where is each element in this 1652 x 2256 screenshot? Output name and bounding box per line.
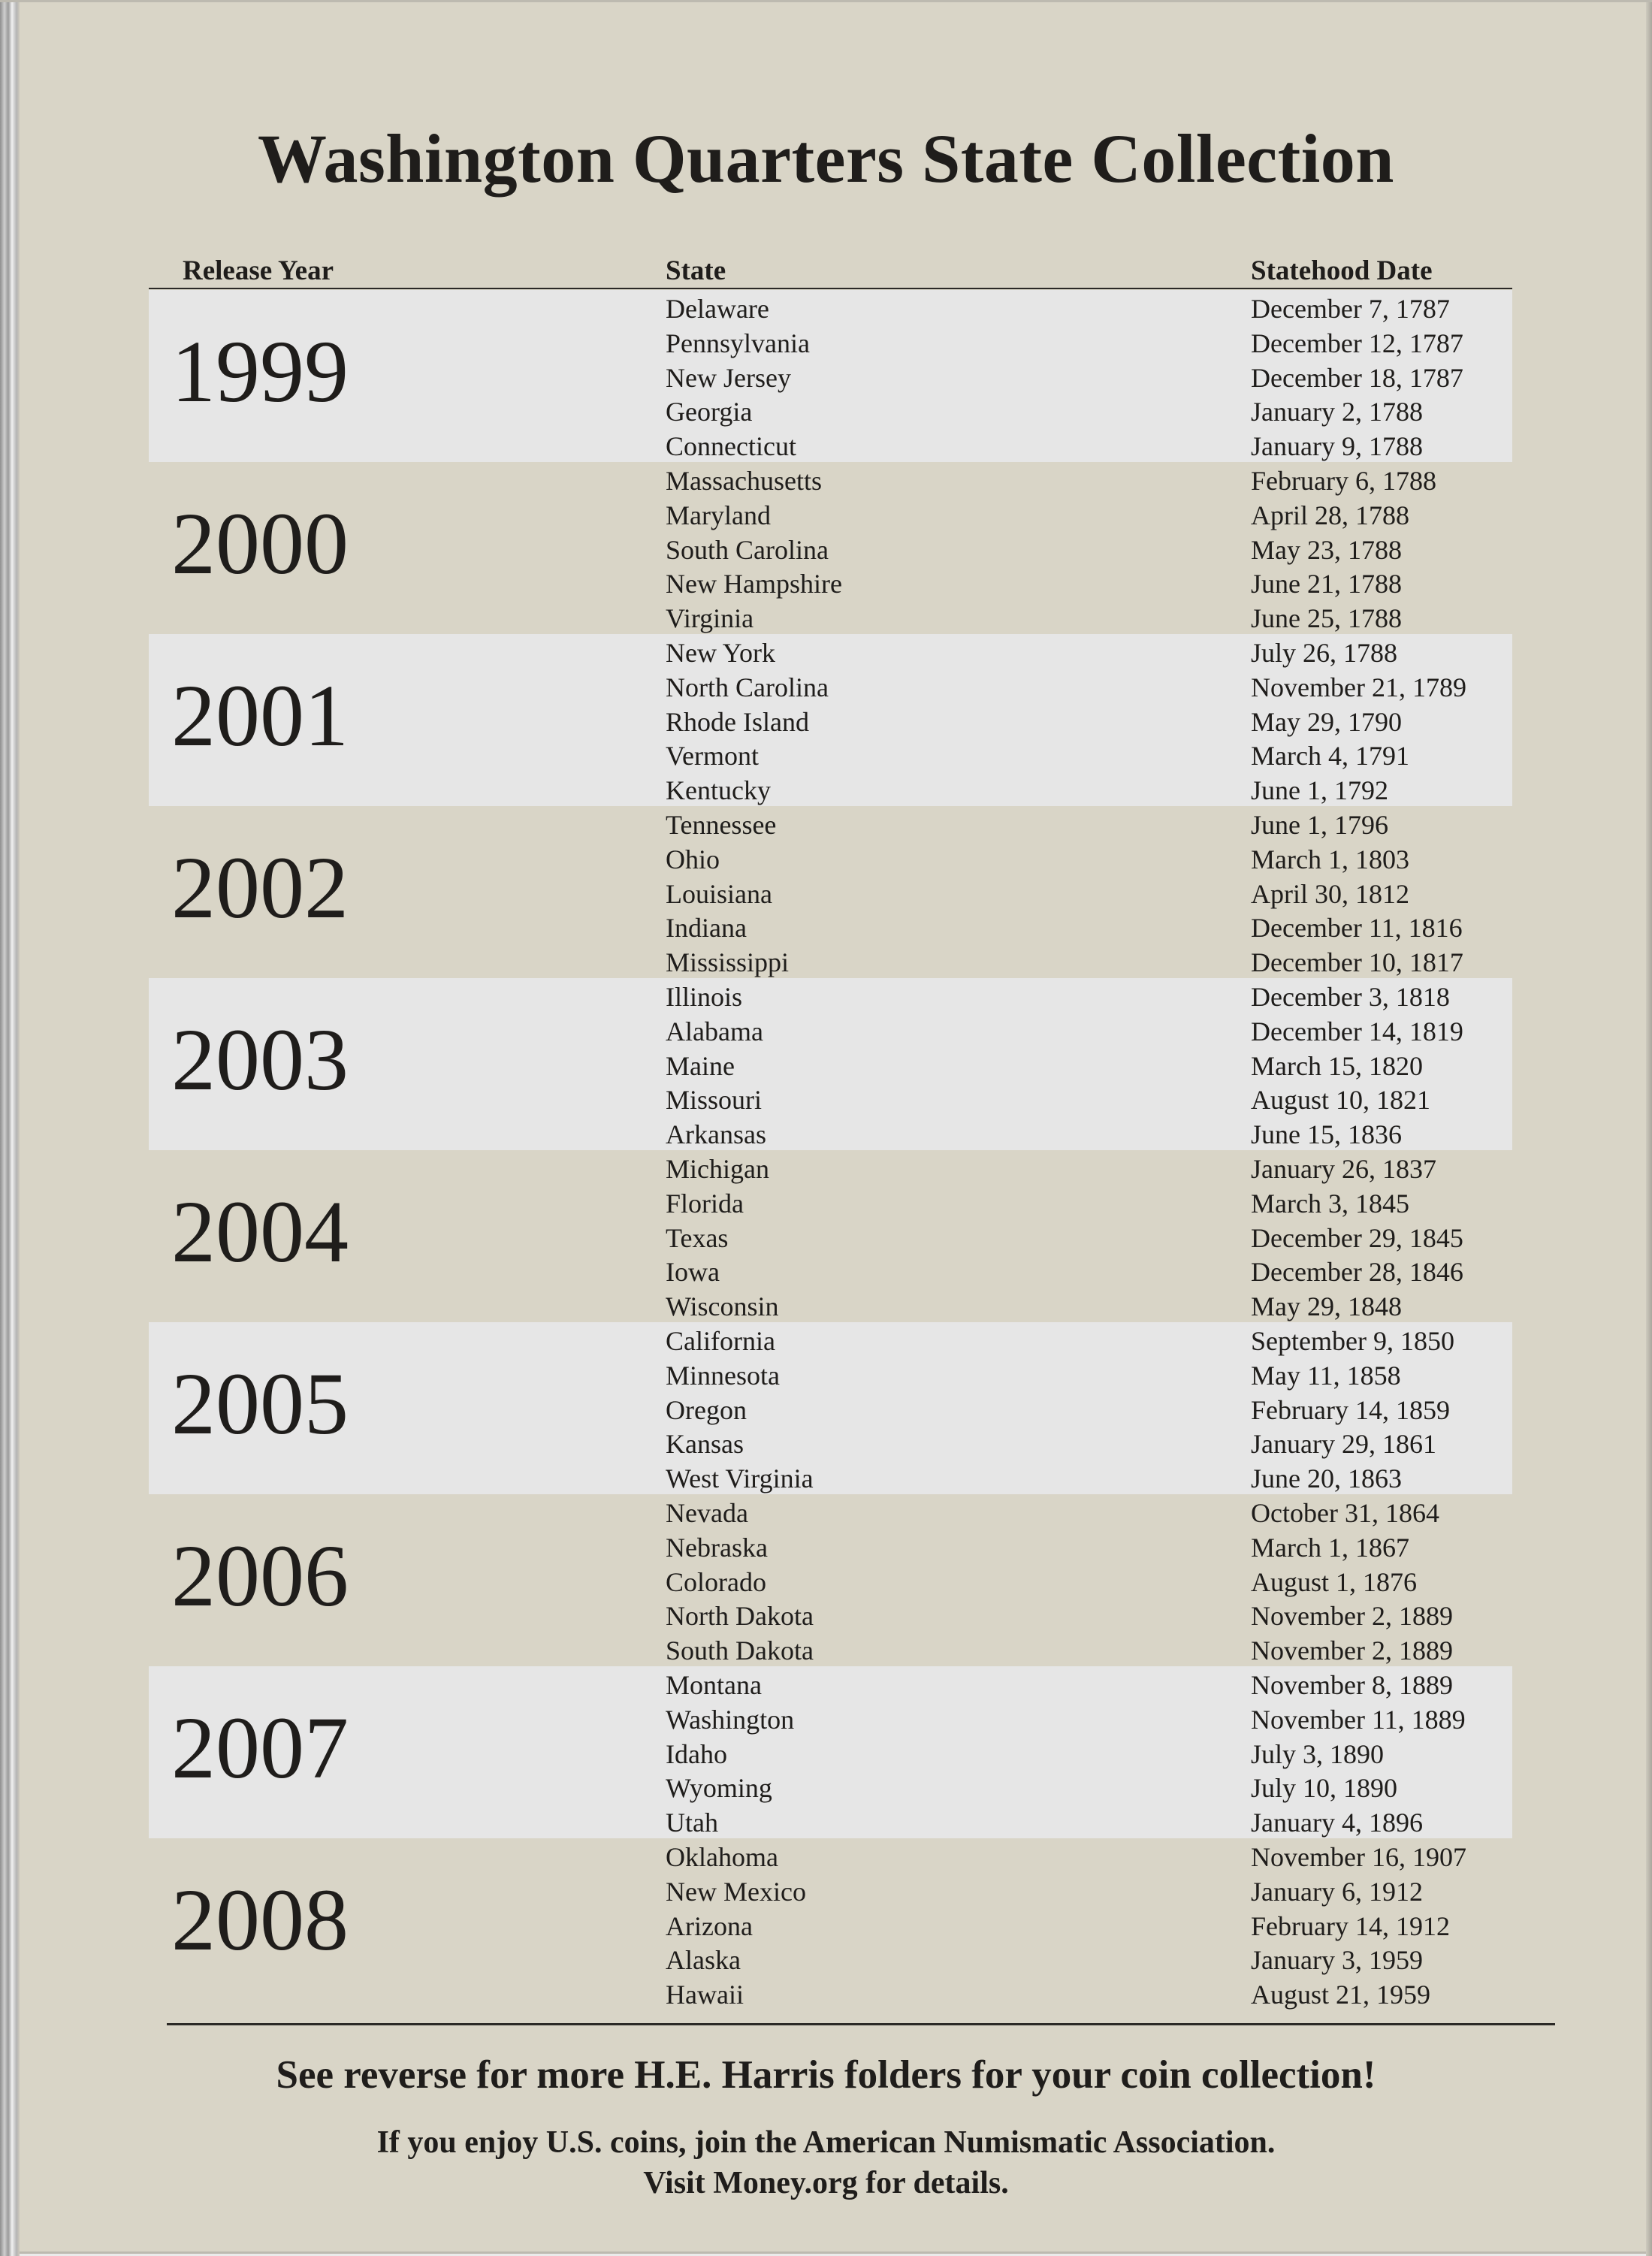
state-name: Arizona xyxy=(666,1910,753,1941)
state-name: Hawaii xyxy=(666,1980,744,2010)
state-name: Kentucky xyxy=(666,775,771,806)
statehood-date: June 1, 1792 xyxy=(1251,775,1388,806)
release-year: 2002 xyxy=(171,838,349,937)
release-year: 2008 xyxy=(171,1871,349,1969)
table-row xyxy=(149,1185,1512,1219)
release-year: 1999 xyxy=(171,322,349,421)
state-name: Oregon xyxy=(666,1394,747,1425)
state-name: Texas xyxy=(666,1222,729,1253)
state-name: South Carolina xyxy=(666,534,829,565)
table-row xyxy=(149,1666,1512,1701)
state-name: New Hampshire xyxy=(666,569,842,599)
state-name: Georgia xyxy=(666,397,753,427)
footer-promo: See reverse for more H.E. Harris folders for your coin collection! xyxy=(276,2053,1376,2097)
statehood-date: January 2, 1788 xyxy=(1251,397,1423,427)
table-row xyxy=(149,1494,1512,1529)
statehood-date: June 21, 1788 xyxy=(1251,569,1402,599)
table-row xyxy=(149,1632,1512,1666)
table-row xyxy=(149,1907,1512,1942)
state-name: Indiana xyxy=(666,913,747,944)
state-name: Wyoming xyxy=(666,1773,772,1804)
year-group xyxy=(149,462,1512,634)
year-group xyxy=(149,1666,1512,1838)
state-name: New Jersey xyxy=(666,362,791,393)
statehood-date: December 7, 1787 xyxy=(1251,294,1450,324)
state-name: Minnesota xyxy=(666,1360,780,1391)
state-name: South Dakota xyxy=(666,1635,814,1666)
statehood-date: October 31, 1864 xyxy=(1251,1498,1439,1528)
table-row xyxy=(149,427,1512,462)
table-row xyxy=(149,1047,1512,1082)
state-name: Kansas xyxy=(666,1429,744,1460)
table-row xyxy=(149,1529,1512,1563)
statehood-date: June 15, 1836 xyxy=(1251,1119,1402,1150)
table-row xyxy=(149,1391,1512,1426)
year-group xyxy=(149,1322,1512,1494)
statehood-date: June 1, 1796 xyxy=(1251,810,1388,840)
table-row xyxy=(149,1563,1512,1598)
statehood-date: March 1, 1803 xyxy=(1251,844,1409,874)
statehood-date: July 10, 1890 xyxy=(1251,1773,1398,1804)
statehood-date: May 29, 1790 xyxy=(1251,706,1402,737)
state-name: Michigan xyxy=(666,1154,769,1184)
statehood-date: December 12, 1787 xyxy=(1251,328,1463,358)
year-group xyxy=(149,1494,1512,1666)
statehood-date: August 1, 1876 xyxy=(1251,1566,1418,1597)
year-group xyxy=(149,634,1512,806)
page-title: Washington Quarters State Collection xyxy=(258,120,1394,197)
table-row xyxy=(149,1081,1512,1116)
table-row xyxy=(149,703,1512,738)
state-name: Connecticut xyxy=(666,431,796,462)
table-row xyxy=(149,1873,1512,1907)
state-name: New York xyxy=(666,638,776,668)
statehood-date: March 1, 1867 xyxy=(1251,1532,1409,1563)
table-row xyxy=(149,531,1512,566)
table-row xyxy=(149,669,1512,703)
table-row xyxy=(149,1941,1512,1976)
state-name: Virginia xyxy=(666,603,754,634)
statehood-date: May 29, 1848 xyxy=(1251,1291,1402,1322)
footer-visit-line: Visit Money.org for details. xyxy=(643,2166,1009,2200)
table-row xyxy=(149,1357,1512,1391)
state-name: North Carolina xyxy=(666,672,829,702)
state-name: New Mexico xyxy=(666,1876,806,1907)
table-row xyxy=(149,1769,1512,1804)
state-name: Missouri xyxy=(666,1085,763,1116)
statehood-date: July 3, 1890 xyxy=(1251,1738,1385,1769)
statehood-date: January 9, 1788 xyxy=(1251,431,1423,462)
state-name: Pennsylvania xyxy=(666,328,810,358)
table-row xyxy=(149,1735,1512,1770)
state-name: Rhode Island xyxy=(666,706,809,737)
release-year: 2007 xyxy=(171,1699,349,1797)
header-release-year: Release Year xyxy=(183,255,334,286)
binding-spine xyxy=(0,2,20,2256)
statehood-date: January 26, 1837 xyxy=(1251,1154,1436,1184)
statehood-date: April 30, 1812 xyxy=(1251,878,1409,909)
statehood-date: March 4, 1791 xyxy=(1251,741,1409,772)
statehood-date: June 20, 1863 xyxy=(1251,1463,1402,1494)
statehood-date: February 14, 1859 xyxy=(1251,1394,1450,1425)
state-name: Maryland xyxy=(666,500,771,530)
statehood-date: January 6, 1912 xyxy=(1251,1876,1423,1907)
year-group xyxy=(149,1150,1512,1322)
table-row xyxy=(149,1804,1512,1838)
table-row xyxy=(149,1116,1512,1150)
table-row xyxy=(149,393,1512,427)
statehood-date: September 9, 1850 xyxy=(1251,1326,1454,1356)
statehood-date: April 28, 1788 xyxy=(1251,500,1409,530)
state-name: Oklahoma xyxy=(666,1842,778,1872)
state-name: Utah xyxy=(666,1808,718,1838)
state-name: Idaho xyxy=(666,1738,727,1769)
table-row xyxy=(149,497,1512,531)
state-name: Colorado xyxy=(666,1566,766,1597)
state-name: California xyxy=(666,1326,775,1356)
statehood-date: November 2, 1889 xyxy=(1251,1601,1453,1632)
header-state: State xyxy=(666,255,726,286)
footer-ana-note xyxy=(0,2122,1652,2203)
state-name: West Virginia xyxy=(666,1463,814,1494)
state-name: Florida xyxy=(666,1188,744,1219)
footer-divider xyxy=(167,2023,1555,2025)
table-row xyxy=(149,875,1512,910)
table-row xyxy=(149,599,1512,634)
table-row xyxy=(149,1013,1512,1047)
state-name: Iowa xyxy=(666,1257,720,1288)
release-year: 2000 xyxy=(171,494,349,593)
state-name: Nevada xyxy=(666,1498,748,1528)
table-row xyxy=(149,290,1512,325)
header-divider xyxy=(149,288,1512,289)
statehood-date: December 14, 1819 xyxy=(1251,1016,1463,1046)
table-row xyxy=(149,1253,1512,1288)
statehood-date: November 21, 1789 xyxy=(1251,672,1466,702)
year-group xyxy=(149,806,1512,978)
state-name: Nebraska xyxy=(666,1532,768,1563)
statehood-date: May 23, 1788 xyxy=(1251,534,1402,565)
state-name: Mississippi xyxy=(666,947,790,978)
release-year: 2003 xyxy=(171,1010,349,1109)
table-row xyxy=(149,462,1512,497)
release-year: 2004 xyxy=(171,1182,349,1281)
statehood-date: January 29, 1861 xyxy=(1251,1429,1436,1460)
statehood-date: February 6, 1788 xyxy=(1251,466,1436,496)
state-name: Massachusetts xyxy=(666,466,822,496)
table-row xyxy=(149,737,1512,772)
state-name: Washington xyxy=(666,1704,795,1735)
statehood-date: February 14, 1912 xyxy=(1251,1910,1450,1941)
state-name: Arkansas xyxy=(666,1119,766,1150)
table-row xyxy=(149,1701,1512,1735)
table-row xyxy=(149,1288,1512,1322)
table-row xyxy=(149,978,1512,1013)
statehood-date: January 3, 1959 xyxy=(1251,1945,1423,1976)
table-row xyxy=(149,944,1512,978)
statehood-date: December 18, 1787 xyxy=(1251,362,1463,393)
statehood-date: March 15, 1820 xyxy=(1251,1050,1423,1081)
state-name: Vermont xyxy=(666,741,759,772)
statehood-date: March 3, 1845 xyxy=(1251,1188,1409,1219)
statehood-date: November 11, 1889 xyxy=(1251,1704,1466,1735)
table-row xyxy=(149,325,1512,359)
state-name: Tennessee xyxy=(666,810,777,840)
statehood-date: November 16, 1907 xyxy=(1251,1842,1466,1872)
statehood-date: December 11, 1816 xyxy=(1251,913,1463,944)
table-row xyxy=(149,772,1512,806)
statehood-date: November 2, 1889 xyxy=(1251,1635,1453,1666)
year-group xyxy=(149,1838,1512,2010)
statehood-date: July 26, 1788 xyxy=(1251,638,1398,668)
table-row xyxy=(149,359,1512,394)
footer-ana-line: If you enjoy U.S. coins, join the American Numismatic Association. xyxy=(376,2125,1276,2160)
state-name: Illinois xyxy=(666,982,743,1012)
year-group xyxy=(149,290,1512,462)
table-row xyxy=(149,1425,1512,1460)
release-year: 2005 xyxy=(171,1355,349,1453)
table-row xyxy=(149,841,1512,875)
table-row xyxy=(149,1976,1512,2010)
page-edge xyxy=(1646,2,1652,2256)
table-row xyxy=(149,1838,1512,1873)
table-row xyxy=(149,806,1512,841)
release-year: 2001 xyxy=(171,666,349,765)
statehood-date: August 10, 1821 xyxy=(1251,1085,1431,1116)
table-row xyxy=(149,565,1512,599)
table-row xyxy=(149,1460,1512,1494)
statehood-date: May 11, 1858 xyxy=(1251,1360,1401,1391)
statehood-date: November 8, 1889 xyxy=(1251,1670,1453,1700)
statehood-date: June 25, 1788 xyxy=(1251,603,1402,634)
year-group xyxy=(149,978,1512,1150)
statehood-date: December 28, 1846 xyxy=(1251,1257,1463,1288)
table-row xyxy=(149,909,1512,944)
state-name: Alabama xyxy=(666,1016,763,1046)
table-row xyxy=(149,634,1512,669)
state-name: Ohio xyxy=(666,844,720,874)
state-name: Wisconsin xyxy=(666,1291,779,1322)
statehood-date: December 3, 1818 xyxy=(1251,982,1450,1012)
header-statehood-date: Statehood Date xyxy=(1251,255,1433,286)
state-name: North Dakota xyxy=(666,1601,814,1632)
state-name: Maine xyxy=(666,1050,735,1081)
state-name: Delaware xyxy=(666,294,769,324)
table-row xyxy=(149,1219,1512,1254)
statehood-date: August 21, 1959 xyxy=(1251,1980,1431,2010)
table-row xyxy=(149,1150,1512,1185)
state-name: Montana xyxy=(666,1670,762,1700)
state-name: Louisiana xyxy=(666,878,772,909)
table-row xyxy=(149,1322,1512,1357)
statehood-date: January 4, 1896 xyxy=(1251,1808,1423,1838)
statehood-date: December 10, 1817 xyxy=(1251,947,1463,978)
table-row xyxy=(149,1597,1512,1632)
state-name: Alaska xyxy=(666,1945,741,1976)
release-year: 2006 xyxy=(171,1527,349,1625)
statehood-date: December 29, 1845 xyxy=(1251,1222,1463,1253)
